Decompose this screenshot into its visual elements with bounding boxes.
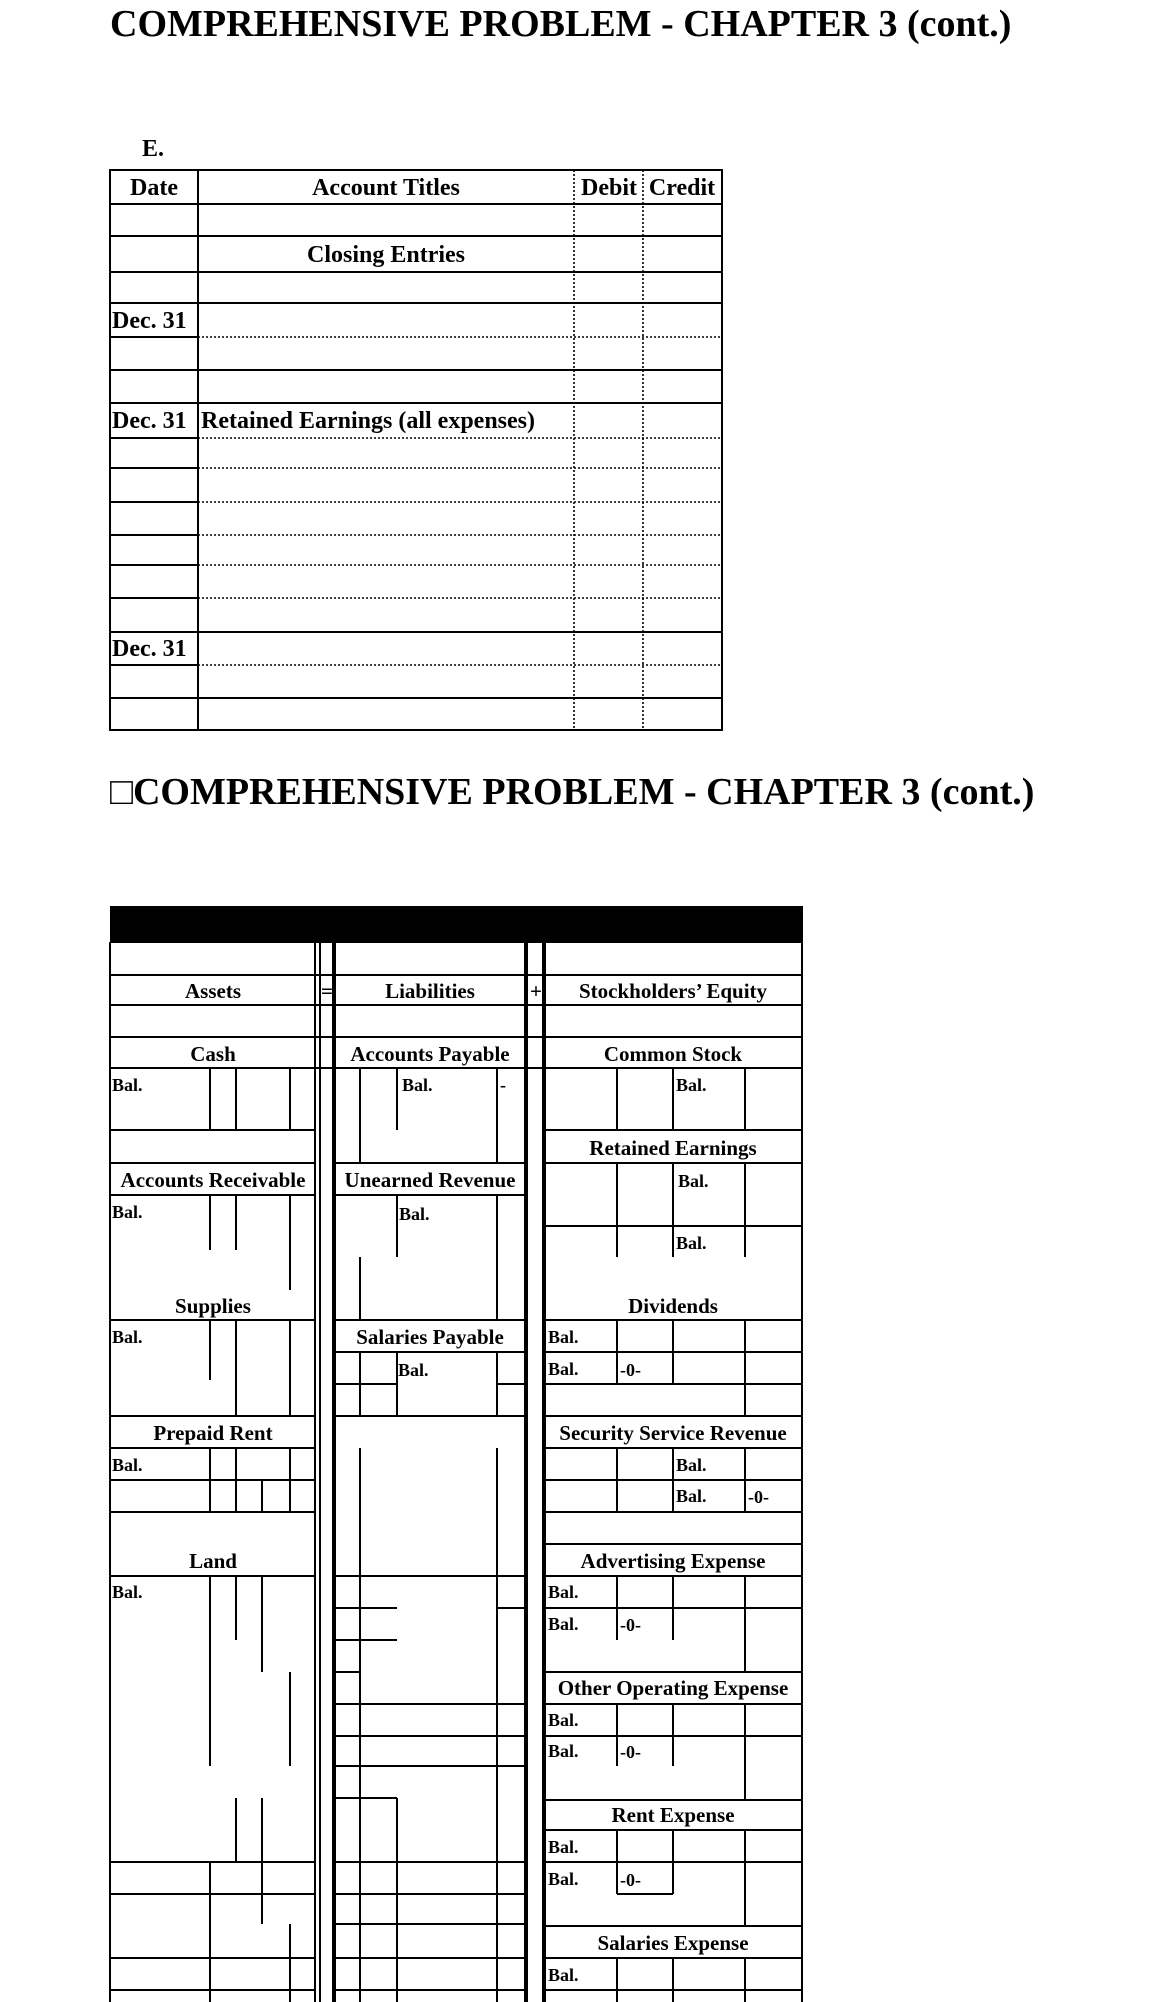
plus-sign: +	[530, 979, 542, 1003]
entry-date: Dec. 31	[112, 308, 187, 334]
liabilities-heading: Liabilities	[385, 979, 475, 1003]
account-title-accounts-receivable: Accounts Receivable	[120, 1168, 306, 1192]
entry-date: Dec. 31	[112, 636, 187, 662]
zero-balance: -0-	[620, 1360, 641, 1380]
account-title-land: Land	[189, 1549, 237, 1573]
balance-label: Bal.	[676, 1075, 707, 1095]
account-title-accounts-payable: Accounts Payable	[350, 1042, 510, 1066]
balance-label: Bal.	[548, 1869, 579, 1889]
account-title-security-service-revenue: Security Service Revenue	[559, 1421, 787, 1445]
balance-label: Bal.	[112, 1075, 143, 1095]
entry-date: Dec. 31	[112, 408, 187, 434]
closing-entries-heading: Closing Entries	[306, 242, 466, 268]
zero-balance: -0-	[620, 1615, 641, 1635]
balance-label: Bal.	[548, 1582, 579, 1602]
balance-label: Bal.	[548, 1741, 579, 1761]
account-title-prepaid-rent: Prepaid Rent	[153, 1421, 273, 1445]
balance-label: Bal.	[112, 1455, 143, 1475]
zero-balance: -0-	[620, 1870, 641, 1890]
balance-label: Bal.	[112, 1582, 143, 1602]
balance-label: Bal.	[548, 1327, 579, 1347]
zero-balance: -0-	[748, 1487, 769, 1507]
balance-label: Bal.	[548, 1614, 579, 1634]
balance-label: Bal.	[402, 1075, 433, 1095]
zero-balance: -0-	[620, 1742, 641, 1762]
balance-label: Bal.	[676, 1455, 707, 1475]
balance-label: Bal.	[398, 1360, 429, 1380]
balance-label: Bal.	[399, 1204, 430, 1224]
balance-label: Bal.	[548, 1359, 579, 1379]
header-debit: Debit	[581, 175, 637, 201]
account-title-salaries-payable: Salaries Payable	[356, 1325, 504, 1349]
account-title-supplies: Supplies	[175, 1294, 251, 1318]
header-date: Date	[130, 175, 178, 201]
section-label: E.	[142, 136, 165, 162]
stockholders-equity-heading: Stockholders’ Equity	[578, 979, 768, 1003]
page-title: COMPREHENSIVE PROBLEM - CHAPTER 3 (cont.)	[110, 3, 1012, 45]
entry-account: Retained Earnings (all expenses)	[201, 408, 536, 434]
assets-heading: Assets	[185, 979, 241, 1003]
account-title-cash: Cash	[190, 1042, 236, 1066]
balance-label: Bal.	[112, 1327, 143, 1347]
balance-label: Bal.	[548, 1710, 579, 1730]
balance-label: Bal.	[548, 1965, 579, 1985]
account-title-unearned-revenue: Unearned Revenue	[344, 1168, 516, 1192]
account-title-common-stock: Common Stock	[603, 1042, 743, 1066]
section-title: □COMPREHENSIVE PROBLEM - CHAPTER 3 (cont.)	[110, 771, 1035, 813]
balance-label: Bal.	[548, 1837, 579, 1857]
header-bar	[110, 906, 802, 942]
balance-label: Bal.	[112, 1202, 143, 1222]
header-account-titles: Account Titles	[312, 175, 460, 201]
balance-label: Bal.	[676, 1233, 707, 1253]
dash-mark: -	[500, 1075, 506, 1095]
balance-label: Bal.	[678, 1171, 709, 1191]
account-title-rent-expense: Rent Expense	[611, 1803, 735, 1827]
account-title-advertising-expense: Advertising Expense	[580, 1549, 766, 1573]
account-title-salaries-expense: Salaries Expense	[597, 1931, 749, 1955]
account-title-other-operating-expense: Other Operating Expense	[557, 1676, 789, 1700]
account-title-retained-earnings: Retained Earnings	[589, 1136, 757, 1160]
equals-sign: =	[321, 979, 333, 1003]
balance-label: Bal.	[676, 1486, 707, 1506]
placeholder-box-glyph: □	[110, 771, 133, 813]
account-title-dividends: Dividends	[628, 1294, 718, 1318]
header-credit: Credit	[648, 175, 716, 201]
